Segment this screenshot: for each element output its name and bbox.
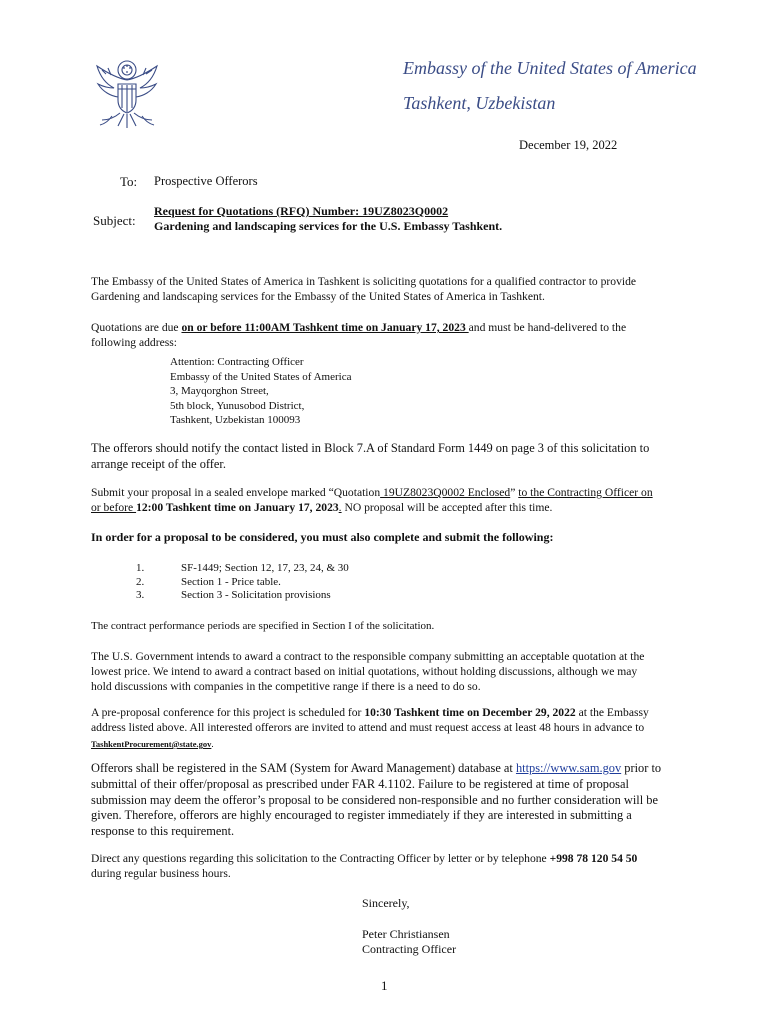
sam-prior-to: prior to	[621, 761, 662, 775]
list-item-number: 3.	[136, 589, 145, 601]
submit-deadline: 12:00 Tashkent time on January 17, 2023	[136, 501, 339, 514]
submit-to-officer: to the Contracting Officer on	[518, 486, 653, 499]
conference-text: A pre-proposal conference for this project is scheduled for	[91, 706, 365, 719]
submit-text: Submit your proposal in a sealed envelope marked “Quotation	[91, 486, 381, 499]
address-line: 5th block, Yunusobod District,	[170, 399, 305, 412]
sam-text: Offerors shall be registered in the SAM (System for Award Management) database at	[91, 761, 516, 775]
address-line: Attention: Contracting Officer	[170, 356, 304, 368]
sam-line5: response to this requirement.	[91, 824, 235, 838]
submit-quote: ”	[510, 486, 519, 499]
award-line3: hold discussions with companies in the competitive range if there is a need to do so.	[91, 680, 481, 693]
conference-email-line	[91, 736, 681, 752]
address-line: Embassy of the United States of America	[170, 370, 352, 383]
intro-line1: The Embassy of the United States of America in Tashkent is soliciting quotations for a qualified contractor to provide	[91, 275, 637, 288]
due-line2: following address:	[91, 336, 177, 349]
due-post: and must be hand-delivered to the	[468, 321, 627, 334]
submit-line1	[91, 485, 681, 500]
intro-line2: Gardening and landscaping services for the Embassy of the United States of America in Tashkent.	[91, 290, 545, 303]
list-item-text: SF-1449; Section 12, 17, 23, 24, & 30	[181, 562, 349, 574]
list-item-number: 2.	[136, 575, 145, 588]
letterhead-line2: Tashkent, Uzbekistan	[403, 93, 556, 113]
notify-line2: arrange receipt of the offer.	[91, 457, 226, 471]
subject-label: Subject:	[93, 213, 136, 228]
sam-line2: submittal of their offer/proposal as prescribed under FAR 4.1102. Failure to be registered at time of proposal	[91, 777, 629, 791]
sam-line4: given. Therefore, offerors are highly encouraged to register immediately if they are interested in submitting a	[91, 808, 632, 822]
to-label: To:	[120, 174, 138, 189]
address-line: Tashkent, Uzbekistan 100093	[170, 414, 301, 426]
sam-line3: submission may deem the offeror’s proposal to be considered non-responsible and no further consideration will be	[91, 793, 658, 807]
sam-gov-link[interactable]: https://www.sam.gov	[515, 761, 622, 775]
order-heading: In order for a proposal to be considered, you must also complete and submit the following:	[91, 530, 554, 544]
list-item-text: Section 1 - Price table.	[181, 575, 281, 588]
page-number: 1	[381, 978, 388, 993]
signer-name: Peter Christiansen	[362, 927, 450, 941]
closing: Sincerely,	[362, 896, 410, 910]
award-line2: lowest price. We intend to award a contract based on initial quotations, without holding discussions, although we may	[91, 665, 638, 678]
letterhead-line1: Embassy of the United States of America	[403, 58, 697, 78]
questions-line1	[91, 851, 681, 866]
award-line1: The U.S. Government intends to award a contract to the responsible company submitting an acceptable quotation at the	[91, 650, 645, 663]
submit-rfq-ref: 19UZ8023Q0002 Enclosed	[380, 486, 511, 499]
contact-phone: +998 78 120 54 50	[549, 852, 638, 865]
letter-date: December 19, 2022	[519, 138, 618, 152]
due-deadline: on or before 11:00AM Tashkent time on January 17, 2023	[181, 321, 469, 334]
conference-line2: address listed above. All interested offerors are invited to attend and must request access at least 48 hours in advance to	[91, 721, 645, 734]
conference-location: at the Embassy	[575, 706, 649, 719]
notify-line1: The offerors should notify the contact listed in Block 7.A of Standard Form 1449 on page 3 of this solicitation to	[91, 441, 650, 455]
submit-line2	[91, 500, 681, 515]
subject-rfq-number: Request for Quotations (RFQ) Number: 19UZ8023Q0002	[154, 204, 449, 218]
conference-email-period: .	[211, 739, 214, 749]
procurement-email-link[interactable]: TashkentProcurement@state.gov	[91, 739, 212, 749]
questions-line2: during regular business hours.	[91, 867, 231, 880]
signer-title: Contracting Officer	[362, 942, 457, 956]
due-pre: Quotations are due	[91, 321, 182, 334]
submit-or-before: or before	[91, 501, 137, 514]
periods-paragraph: The contract performance periods are specified in Section I of the solicitation.	[91, 620, 435, 632]
submit-period: .	[338, 501, 342, 514]
submit-no-proposal: NO proposal will be accepted after this time.	[341, 501, 553, 514]
questions-text: Direct any questions regarding this solicitation to the Contracting Officer by letter or by telephone	[91, 852, 550, 865]
due-paragraph	[91, 320, 681, 335]
conference-time: 10:30 Tashkent time on December 29, 2022	[364, 706, 576, 719]
sam-line1	[91, 760, 681, 776]
conference-line1	[91, 705, 681, 720]
to-value: Prospective Offerors	[154, 174, 258, 188]
embassy-seal-logo	[94, 58, 160, 130]
subject-description: Gardening and landscaping services for the U.S. Embassy Tashkent.	[154, 219, 503, 233]
list-item-number: 1.	[136, 562, 145, 574]
address-line: 3, Mayqorghon Street,	[170, 385, 269, 397]
list-item-text: Section 3 - Solicitation provisions	[181, 589, 331, 601]
